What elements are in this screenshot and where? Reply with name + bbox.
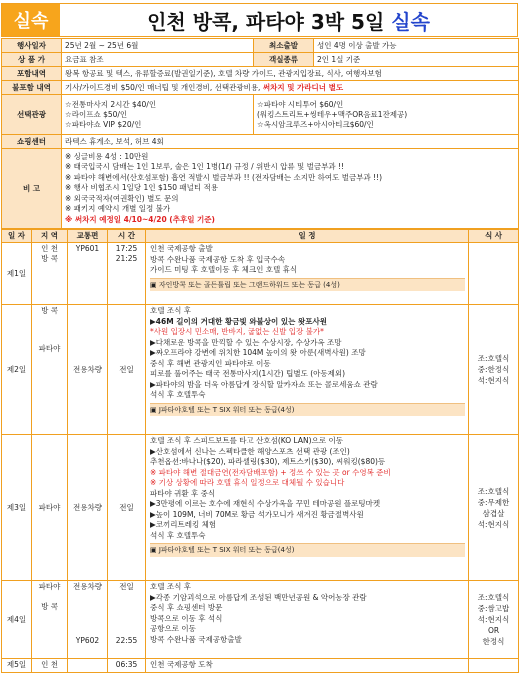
incl-value: 왕복 항공료 및 텍스, 유류할증료(발권일기준), 호텔 차량 가이드, 관광지입장료, 식사, 여행자보험 (62, 67, 519, 81)
info-table (1, 38, 519, 229)
opt-label: 선택관광 (2, 95, 62, 135)
day5-area: 인 천 (32, 659, 68, 673)
day4-meals: 조:호텔식 중:쌈고밥 석:현지식 OR 한정식 (469, 581, 519, 659)
opt-left: ☆전통마사지 2시간 $40/인 ☆라이프쇼 $50/인 ☆파타야쇼 VIP $20/인 (62, 95, 254, 135)
day4-times: 전일 22:55 (108, 581, 146, 659)
itinerary-table (1, 229, 519, 673)
day5-row (2, 659, 519, 673)
day5-schedule: 인천 국제공항 도착 (146, 659, 469, 673)
day3-label: 제3일 (2, 435, 32, 581)
building-icon: ▣ (150, 405, 159, 414)
day3-schedule: 호텔 조식 후 스피드보트를 타고 산호섬(KO LAN)으로 이동 ▶산호섬에서 신나는 스펙타클한 해양스포츠 선택 관광 (조인) 추천옵션:바나나($20), 파라셀링($30), 제트스키($30), 씨워킹($80)등 ※ 파타야 해변 절대금연(전자담배포함) + 정쓰 수 있는 곳 or 수영복 준비 ※ 기상 상황에 따라 호텔 휴식 일정으로 대체될 수 있습니다 파타야 귀환 후 중식 ▶3만평에 이르는 호수에 재현식 수상가옥을 꾸민 테마공원 플로팅마켓 ▶높이 109M, 너비 70M로 황금 석가모니가 새겨진 황금절벽사원 ▶코끼리트레킹 체험 석식 후 호텔투숙 ▣ J파타야호텔 또는 T SIX 워터 또는 동급(4성) (146, 435, 469, 581)
day3-row (2, 435, 519, 581)
incl-label: 포함내역 (2, 67, 62, 81)
hdr-schedule: 일 정 (146, 230, 469, 243)
day2-hotel: ▣ J파타야호텔 또는 T SIX 워터 또는 동급(4성) (150, 403, 465, 417)
notes-list: ※ 싱글비용 4성 : 10만원 ※ 태국입국시 담배는 1인 1보루, 술은 1인 1병(1ℓ) 규정 / 위반시 압류 및 벌금부과 !! ※ 파타야 해변에서(산호섬포함) 흡연 적발시 벌금부과 !! (전자담배는 소지만 하여도 벌금부과 !!) ※ 행사 비협조시 1일당 1인 $150 패널티 적용 ※ 외국국적자(여권확인) 별도 문의 ※ 패키지 예약시 개별 일정 불가 ※ 써차지 예정일 4/10~4/20 (추후일 기준) (62, 149, 519, 229)
day1-area: 인 천 방 콕 (32, 243, 68, 305)
day2-meals: 조:호텔식 중:한정식 석:현지식 (469, 305, 519, 435)
day3-transport: 전용차량 (68, 435, 108, 581)
price-value: 요금표 참조 (62, 53, 254, 67)
room-value: 2인 1실 기준 (314, 53, 519, 67)
hdr-time: 시 간 (108, 230, 146, 243)
day3-area: 파타야 (32, 435, 68, 581)
opt-right: ☆파타야 시티투어 $60/인 (워킹스트리트+씽테우+맥주OR음료1잔제공) ☆옥시암크루즈+아시아티크$60/인 (254, 95, 519, 135)
day2-transport: 전용차량 (68, 305, 108, 435)
day1-row (2, 243, 519, 305)
building-icon: ▣ (150, 280, 159, 289)
day3-time: 전일 (108, 435, 146, 581)
day1-schedule: 인천 국제공항 출발 방콕 수완나품 국제공항 도착 후 입국수속 가이드 미팅 후 호텔이동 후 체크인 호텔 휴식 ▣ 자인방콕 또는 골든튤립 또는 그랜드하워드 또는 동급 (4성) (146, 243, 469, 305)
hdr-day: 일 자 (2, 230, 32, 243)
room-label: 객실종류 (254, 53, 314, 67)
day5-time: 06:35 (108, 659, 146, 673)
day1-transport: YP601 (68, 243, 108, 305)
day4-row (2, 581, 519, 659)
day4-schedule: 호텔 조식 후 ▶각종 기암괴석으로 아름답게 조성된 백만년공원 & 악어농장 관람 중식 후 쇼핑센터 방문 방콕으로 이동 후 석식 공항으로 이동 방콕 수완나품 국제공항출발 (146, 581, 469, 659)
day1-hotel: ▣ 자인방콕 또는 골든튤립 또는 그랜드하워드 또는 동급 (4성) (150, 278, 465, 292)
day3-meals: 조:호텔식 중:무제한 삼겹살 석:현지식 (469, 435, 519, 581)
day4-label: 제4일 (2, 581, 32, 659)
day4-transport: 전용차량 YP602 (68, 581, 108, 659)
shop-label: 쇼핑센터 (2, 135, 62, 149)
hdr-meal: 식 사 (469, 230, 519, 243)
title-bar (1, 3, 518, 37)
price-label: 상 품 가 (2, 53, 62, 67)
excl-value: 기사/가이드경비 $50/인 매너팁 및 개인경비, 선택관광비용, 써차지 및 가라디너 별도 (62, 81, 519, 95)
day2-area: 방 콕 파타야 (32, 305, 68, 435)
day2-time: 전일 (108, 305, 146, 435)
day2-schedule: 호텔 조식 후 ▶46M 길이의 거대한 황금빛 와불상이 있는 왓포사원 *사원 입장시 민소매, 반바지, 굽없는 신발 입장 불가* ▶다채로운 방콕을 만끽할 수 있는 수상시장, 수상가옥 조망 ▶짜오프라야 강변에 위치한 104M 높이의 왓 아룬(새벽사원) 조망 중식 후 해변 관광지인 파타야로 이동 피로를 풀어주는 태국 전통마사지(1시간) 팁별도 (아동제외) ▶파타야의 밤을 더욱 아름답게 장식할 알카자쇼 또는 콜로세움쇼 관람 석식 후 호텔투숙 ▣ J파타야호텔 또는 T SIX 워터 또는 동급(4성) (146, 305, 469, 435)
excl-label: 불포함 내역 (2, 81, 62, 95)
period-label: 행사일자 (2, 39, 62, 53)
title-badge: 실속 (2, 4, 60, 36)
page-title: 인천 방콕, 파타야 3박 5일 실속 (147, 9, 430, 34)
shop-value: 라텍스 휴게소, 보석, 허브 4회 (62, 135, 519, 149)
min-value: 성인 4명 이상 출발 가능 (314, 39, 519, 53)
notes-label: 비 고 (2, 149, 62, 229)
building-icon: ▣ (150, 546, 159, 554)
day5-label: 제5일 (2, 659, 32, 673)
period-value: 25년 2월 ~ 25년 6월 (62, 39, 254, 53)
day3-hotel: ▣ J파타야호텔 또는 T SIX 워터 또는 동급(4성) (150, 543, 465, 557)
day2-label: 제2일 (2, 305, 32, 435)
hdr-area: 지 역 (32, 230, 68, 243)
day1-times: 17:25 21:25 (108, 243, 146, 305)
day4-area: 파타야 방 콕 (32, 581, 68, 659)
min-label: 최소출발 (254, 39, 314, 53)
hdr-transport: 교통편 (68, 230, 108, 243)
day1-label: 제1일 (2, 243, 32, 305)
day2-row (2, 305, 519, 435)
